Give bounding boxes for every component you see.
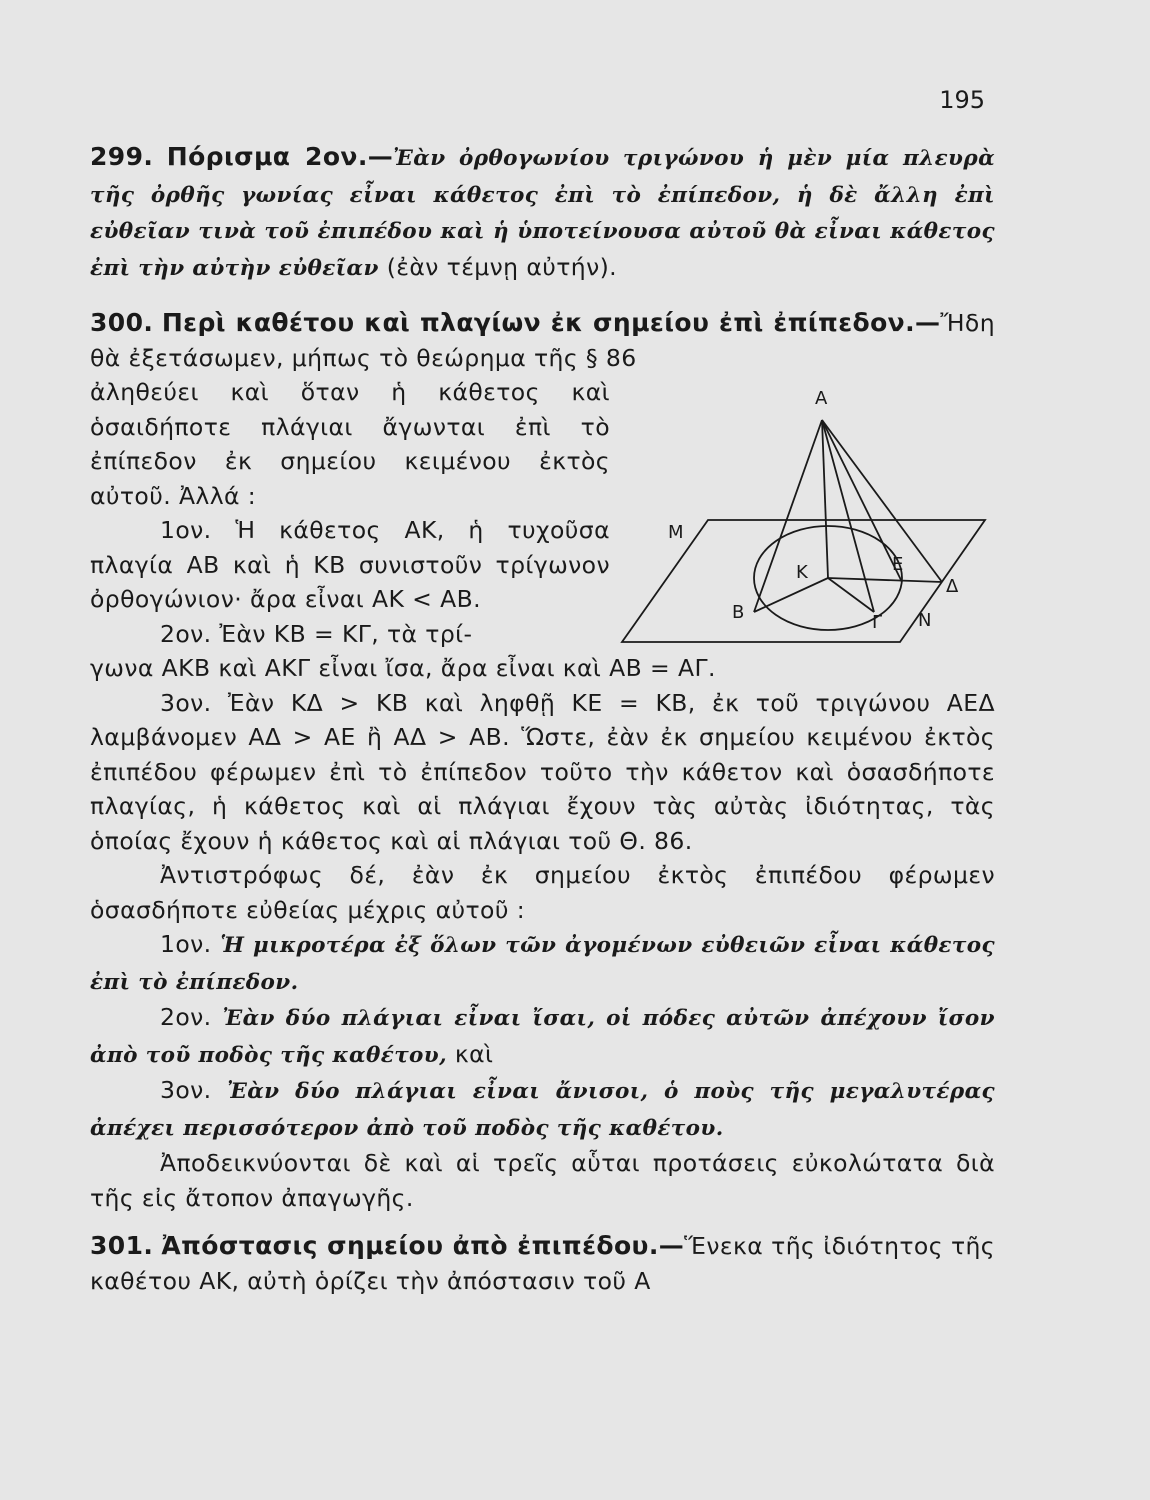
segment-AG — [822, 420, 874, 612]
section-301 — [90, 1229, 995, 1298]
label-M: Μ — [668, 522, 684, 543]
section-301-number: 301. — [90, 1231, 154, 1260]
label-K: Κ — [796, 562, 808, 583]
converse-1-label: 1ον. — [160, 930, 221, 958]
converse-2-label: 2ον. — [160, 1003, 223, 1031]
segment-AK — [822, 420, 828, 578]
converse-2-tail: καὶ — [447, 1039, 494, 1068]
section-299-title: Πόρισμα 2ον.— — [166, 142, 394, 171]
converse-1-paragraph — [90, 927, 995, 1000]
converse-3-text: Ἐὰν δύο πλάγιαι εἶναι ἄνισοι, ὁ ποὺς τῆς μεγαλυτέρας ἀπέχει περισσότερον ἀπὸ τοῦ ποδὸς τῆς καθέτου. — [90, 1079, 996, 1141]
figure-svg — [610, 380, 1010, 660]
converse-2-paragraph — [90, 1000, 995, 1073]
label-N: Ν — [918, 610, 932, 631]
converse-2-text: Ἐὰν δύο πλάγιαι εἶναι ἴσαι, οἱ πόδες αὐτῶν ἀπέχουν ἴσον ἀπὸ τοῦ ποδὸς τῆς καθέτου, — [90, 1006, 995, 1068]
label-E: Ε — [892, 554, 904, 575]
section-300-title: Περὶ καθέτου καὶ πλαγίων ἐκ σημείου ἐπὶ ἐπίπεδον.— — [161, 308, 941, 337]
section-300-intro-continued: ἀληθεύει καὶ ὅταν ἡ κάθετος καὶ ὁσαιδήποτε πλάγιαι ἄγωνται ἐπὶ τὸ ἐπίπεδον ἐκ σημείου κειμένου ἐκτὸς αὐτοῦ. Ἀλλά : — [90, 378, 610, 510]
section-299 — [90, 140, 995, 286]
page-body — [90, 140, 995, 1298]
section-299-tail: (ἐὰν τέμνῃ αὐτήν). — [378, 252, 618, 281]
segment-KD — [828, 578, 942, 582]
section-300-heading — [90, 306, 995, 375]
section-300-intro: Ἤδη θὰ ἐξετάσωμεν, μήπως τὸ θεώρημα τῆς § 86 — [90, 309, 996, 372]
page-number: 195 — [939, 86, 985, 114]
section-301-title: Ἀπόστασις σημείου ἀπὸ ἐπιπέδου.— — [161, 1231, 685, 1260]
label-Delta: Δ — [946, 576, 959, 597]
converse-3-label: 3ον. — [160, 1076, 228, 1104]
converse-paragraph: Ἀντιστρόφως δέ, ἐὰν ἐκ σημείου ἐκτὸς ἐπιπέδου φέρωμεν ὁσασδήποτε εὐθείας μέχρις αὐτοῦ : — [90, 861, 995, 924]
case-3-paragraph: 3ον. Ἐὰν ΚΔ > ΚΒ καὶ ληφθῇ ΚΕ = ΚΒ, ἐκ τοῦ τριγώνου ΑΕΔ λαμβάνομεν ΑΔ > ΑΕ ἢ ΑΔ > ΑΒ. Ὥστε, ἐὰν ἐκ σημείου κειμένου ἐκτὸς ἐπιπέδου φέρωμεν ἐπὶ τὸ ἐπίπεδον τοῦτο τὴν κάθετον καὶ ὁσασδήποτε πλαγίας, ἡ κάθετος καὶ αἱ πλάγιαι ἔχουν τὰς αὐτὰς ἰδιότητας, τὰς ὁποίας ἔχουν ἡ κάθετος καὶ αἱ πλάγιαι τοῦ Θ. 86. — [90, 688, 995, 855]
label-A: Α — [815, 388, 828, 409]
wrapped-text-block — [90, 375, 610, 651]
segment-AD — [822, 420, 942, 582]
section-299-statement: Ἐὰν ὀρθογωνίου τριγώνου ἡ μὲν μία πλευρὰ τῆς ὀρθῆς γωνίας εἶναι κάθετος ἐπὶ τὸ ἐπίπεδον, ἡ δὲ ἄλλη ἐπὶ εὐθεῖαν τινὰ τοῦ ἐπιπέδου καὶ ἡ ὑποτείνουσα αὐτοῦ θὰ εἶναι κάθετος ἐπὶ τὴν αὐτὴν εὐθεῖαν — [90, 146, 996, 281]
case-2-start: 2ον. Ἐὰν ΚΒ = ΚΓ, τὰ τρί- — [160, 619, 473, 648]
label-Gamma: Γ — [872, 612, 883, 633]
converse-3-paragraph — [90, 1073, 995, 1146]
section-299-number: 299. — [90, 142, 154, 171]
segment-AB — [754, 420, 822, 612]
segment-AE — [822, 420, 902, 582]
case-2-end: γωνα ΑΚΒ καὶ ΑΚΓ εἶναι ἴσα, ἄρα εἶναι καὶ ΑΒ = ΑΓ. — [90, 654, 716, 682]
converse-1-text: Ἡ μικροτέρα ἐξ ὅλων τῶν ἀγομένων εὐθειῶν εἶναι κάθετος ἐπὶ τὸ ἐπίπεδον. — [90, 933, 995, 995]
section-301-text: Ἕνεκα τῆς ἰδιότητος τῆς καθέτου ΑΚ, αὐτὴ ὁρίζει τὴν ἀπόστασιν τοῦ Α — [90, 1232, 995, 1295]
label-B: Β — [732, 602, 745, 623]
geometry-figure — [610, 380, 1010, 660]
section-300-number: 300. — [90, 308, 154, 337]
case-1-paragraph: 1ον. Ἡ κάθετος ΑΚ, ἡ τυχοῦσα πλαγία ΑΒ καὶ ἡ ΚΒ συνιστοῦν τρίγωνον ὀρθογώνιον· ἄρα εἶναι ΑΚ < ΑΒ. — [90, 516, 610, 613]
closing-paragraph: Ἀποδεικνύονται δὲ καὶ αἱ τρεῖς αὗται προτάσεις εὐκολώτατα διὰ τῆς εἰς ἄτοπον ἀπαγωγῆς. — [90, 1149, 995, 1212]
